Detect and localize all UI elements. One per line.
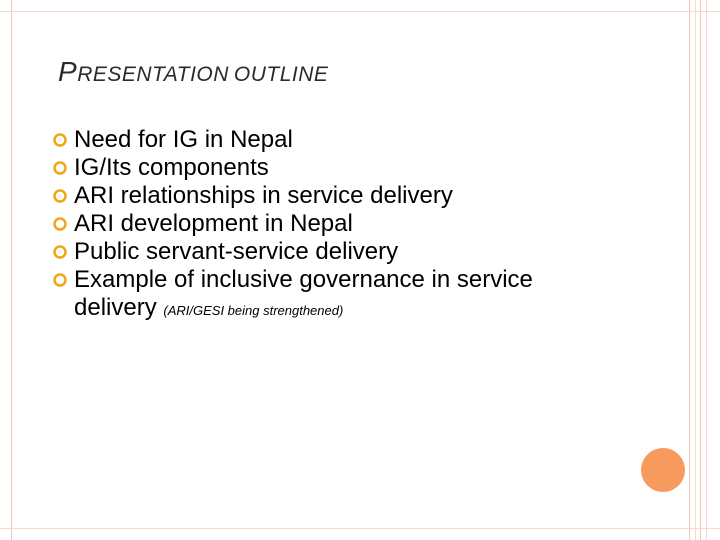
bullet-item: [50, 126, 590, 154]
frame-line-top: [0, 11, 720, 12]
bullet-list: [50, 126, 590, 325]
frame-line-right-3: [700, 0, 701, 540]
circle-bullet-icon: [53, 273, 67, 287]
bullet-item: [50, 210, 590, 238]
bullet-text: Public servant-service delivery: [74, 238, 399, 265]
slide-title: [58, 56, 328, 88]
bullet-item: [50, 238, 590, 266]
circle-bullet-icon: [53, 217, 67, 231]
frame-line-bottom: [0, 528, 720, 529]
circle-bullet-icon: [53, 133, 67, 147]
circle-bullet-icon: [53, 189, 67, 203]
bullet-text: ARI relationships in service delivery: [74, 182, 453, 209]
bullet-text: ARI development in Nepal: [74, 210, 353, 237]
bullet-text: Need for IG in Nepal: [74, 126, 293, 153]
orange-dot-icon: [641, 448, 685, 492]
circle-bullet-icon: [53, 245, 67, 259]
circle-bullet-icon: [53, 161, 67, 175]
frame-line-right-1: [689, 0, 690, 540]
title-word-1-rest: RESENTATION: [77, 63, 229, 86]
frame-line-right-4: [706, 0, 707, 540]
title-word-2: OUTLINE: [233, 63, 329, 86]
bullet-item: [50, 154, 590, 182]
bullet-note: (ARI/GESI being strengthened): [163, 303, 344, 318]
bullet-item: [50, 182, 590, 210]
frame-line-left: [11, 0, 12, 540]
title-first-letter: P: [58, 56, 78, 87]
bullet-item: [50, 266, 590, 325]
bullet-text: IG/Its components: [74, 154, 269, 181]
frame-line-right-2: [695, 0, 696, 540]
bullet-text: Example of inclusive governance in service delivery: [74, 266, 533, 321]
